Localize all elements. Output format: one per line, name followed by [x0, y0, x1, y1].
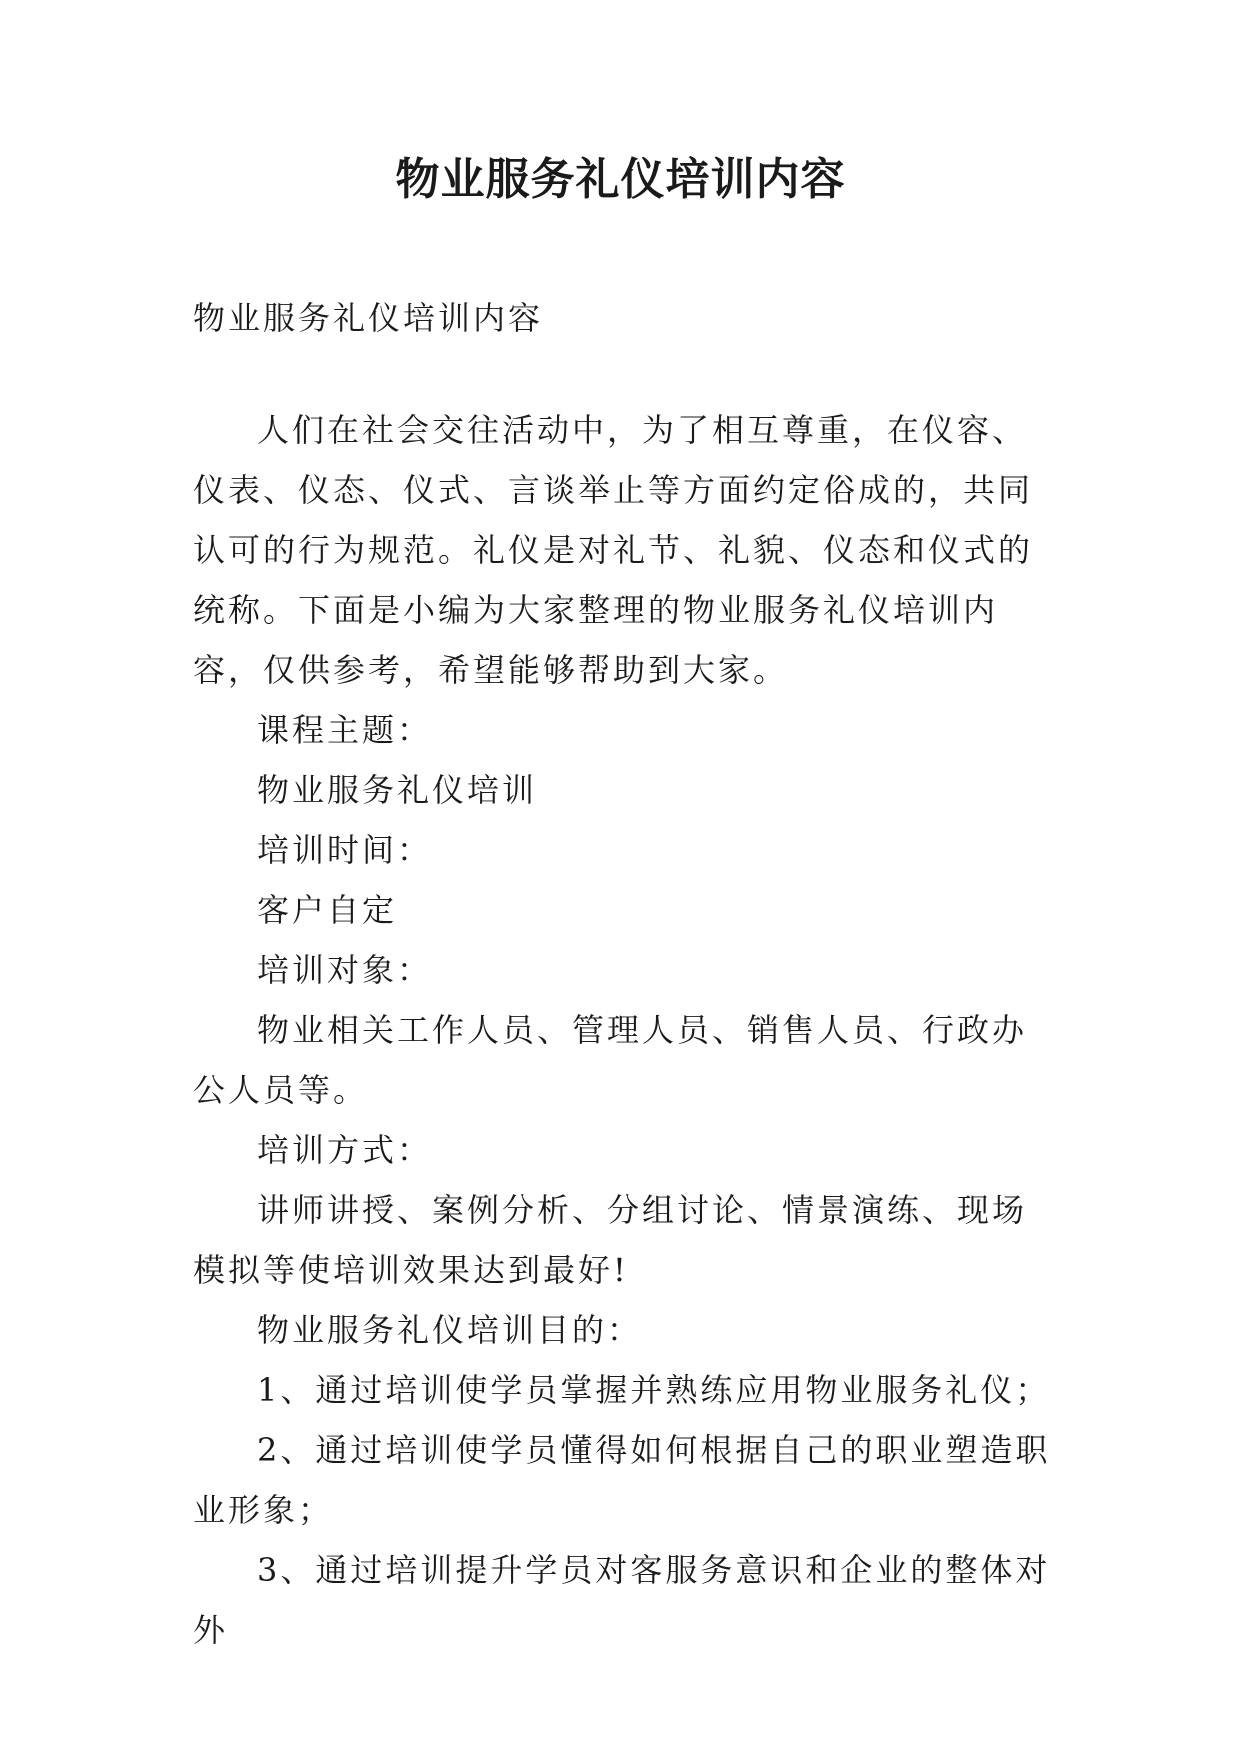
training-audience-label: 培训对象： [257, 951, 433, 989]
intro-paragraph: 人们在社会交往活动中，为了相互尊重，在仪容、仪表、仪态、仪式、言谈举止等方面约定俗成的，共同认可的行为规范。礼仪是对礼节、礼貌、仪态和仪式的统称。下面是小编为大家整理的物业服务礼仪培训内容，仅供参考，希望能够帮助到大家。 [193, 411, 1034, 689]
course-topic-value: 物业服务礼仪培训 [257, 771, 538, 809]
training-audience-value: 物业相关工作人员、管理人员、销售人员、行政办公人员等。 [193, 1011, 1028, 1109]
training-goals-label: 物业服务礼仪培训目的： [257, 1311, 643, 1349]
course-topic-label: 课程主题： [257, 711, 433, 749]
document-body [193, 400, 1051, 1660]
document-subtitle: 物业服务礼仪培训内容 [193, 299, 544, 337]
document-title: 物业服务礼仪培训内容 [395, 154, 846, 205]
training-goal-item: 2、通过培训使学员懂得如何根据自己的职业塑造职业形象； [193, 1431, 1051, 1529]
training-goal-item: 1、通过培训使学员掌握并熟练应用物业服务礼仪； [257, 1371, 1051, 1409]
training-method-value: 讲师讲授、案例分析、分组讨论、情景演练、现场模拟等使培训效果达到最好! [193, 1191, 1028, 1289]
training-method-label: 培训方式： [257, 1131, 433, 1169]
training-time-value: 客户自定 [257, 891, 398, 929]
training-time-label: 培训时间： [257, 831, 433, 869]
training-goal-item: 3、通过培训提升学员对客服务意识和企业的整体对外 [193, 1551, 1051, 1649]
